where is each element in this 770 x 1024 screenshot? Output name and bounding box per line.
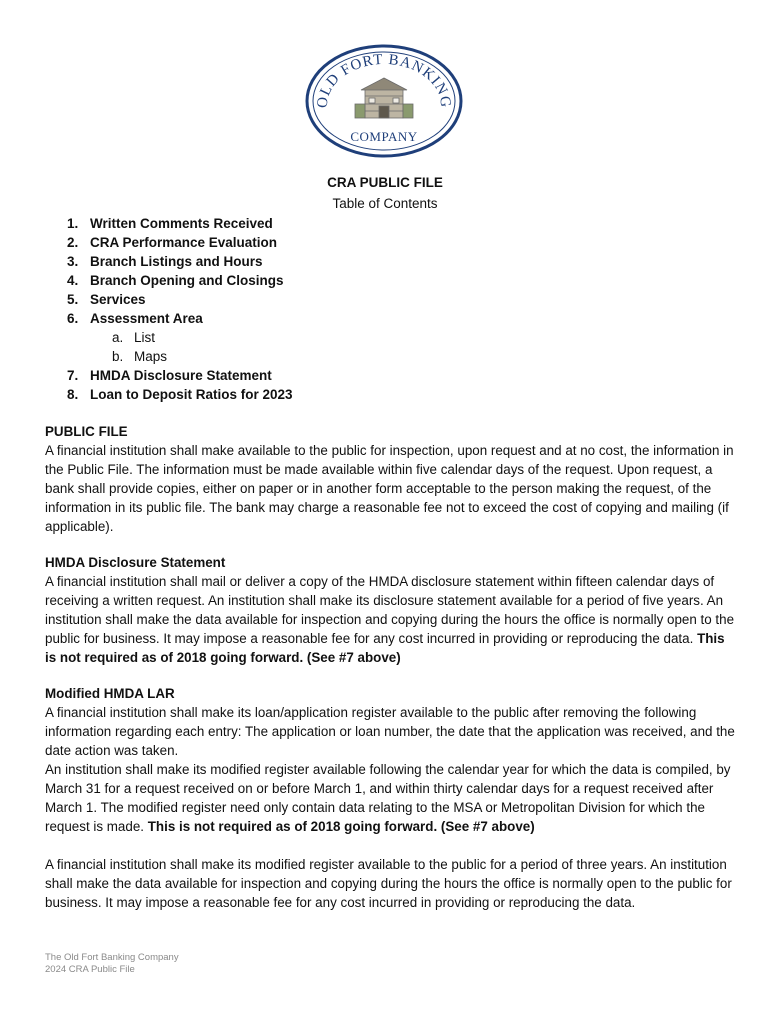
toc-item-number: 7.	[67, 368, 79, 383]
hmda-disclosure-paragraph	[45, 572, 735, 667]
toc-subitem-label: Maps	[134, 349, 168, 364]
company-logo	[305, 44, 463, 158]
toc-item-label: Assessment Area	[90, 311, 203, 326]
public-file-text: A financial institution shall make available to the public for inspection, upon request and at no cost, the information in the Public File. The information must be made available within five calendar days of the request. Upon request, a bank shall provide copies, either on paper or in another form acceptable to the person making the request, of the information in its public file. The bank may charge a reasonable fee not to exceed the cost of copying and mailing (if applicable).	[45, 443, 734, 534]
toc-item-label: Branch Opening and Closings	[90, 273, 284, 288]
toc-item-label: Branch Listings and Hours	[90, 254, 263, 269]
toc-item-number: 5.	[67, 292, 79, 307]
toc-item	[67, 252, 567, 271]
toc-subitem-label: List	[134, 330, 156, 345]
toc-item-label: Services	[90, 292, 146, 307]
modified-lar-note: This is not required as of 2018 going forward. (See #7 above)	[147, 819, 535, 834]
public-file-heading: PUBLIC FILE	[45, 424, 128, 439]
hmda-disclosure-heading: HMDA Disclosure Statement	[45, 555, 226, 570]
toc-item	[67, 385, 567, 404]
toc-subitem	[67, 347, 567, 366]
toc-item-number: 3.	[67, 254, 79, 269]
page-subtitle: Table of Contents	[332, 196, 438, 211]
hmda-disclosure-note: This is not required as of 2018 going forward. (See #7 above)	[45, 631, 725, 665]
logo-arc-text: OLD FORT BANKING	[314, 51, 454, 109]
modified-lar-heading: Modified HMDA LAR	[45, 686, 175, 701]
toc-item-number: 6.	[67, 311, 79, 326]
toc-item	[67, 309, 567, 328]
page-title: CRA PUBLIC FILE	[327, 175, 443, 190]
toc-item	[67, 366, 567, 385]
toc-item-label: Written Comments Received	[90, 216, 273, 231]
modified-lar-text-1: A financial institution shall make its loan/application register available to the public after removing the following information regarding each entry: The application or loan number, the date that the application was received, and the date action was taken.	[45, 705, 735, 758]
page-footer	[45, 952, 179, 976]
hmda-disclosure-text: A financial institution shall mail or deliver a copy of the HMDA disclosure statement within fifteen calendar days of receiving a written request. An institution shall make its disclosure statement available for a period of five years. An institution shall make the data available for inspection and copying during the hours the office is normally open to the public for business. It may impose a reasonable fee for any cost incurred in providing or reproducing the data.	[45, 574, 735, 646]
toc-subitem	[67, 328, 567, 347]
toc-subitem-letter: b.	[112, 349, 124, 364]
toc-item-label: CRA Performance Evaluation	[90, 235, 278, 250]
table-of-contents	[67, 214, 567, 404]
modified-lar-text-3: A financial institution shall make its modified register available to the public for a period of three years. An institution shall make the data available for inspection and copying during the hours the office is normally open to the public for business. It may impose a reasonable fee for any cost incurred in providing or reproducing the data.	[45, 857, 732, 910]
toc-subitem-letter: a.	[112, 330, 124, 345]
footer-company: The Old Fort Banking Company	[45, 952, 179, 963]
toc-item	[67, 271, 567, 290]
document-body	[45, 422, 735, 912]
footer-file-label: 2024 CRA Public File	[45, 964, 135, 975]
toc-item-number: 4.	[67, 273, 79, 288]
toc-item	[67, 233, 567, 252]
modified-lar-paragraph-2	[45, 760, 735, 836]
toc-item-label: HMDA Disclosure Statement	[90, 368, 272, 383]
toc-item-number: 2.	[67, 235, 79, 250]
toc-item-number: 1.	[67, 216, 79, 231]
toc-item-label: Loan to Deposit Ratios for 2023	[90, 387, 293, 402]
modified-lar-text-2: An institution shall make its modified register available following the calendar year for which the data is compiled, by March 31 for a request received on or before March 1, and within thirty calendar days for a request received after March 1. The modified register need only contain data relating to the MSA or Metropolitan Division for which the request is made.	[45, 762, 731, 834]
toc-item	[67, 214, 567, 233]
logo-company-text: COMPANY	[350, 129, 418, 144]
toc-item	[67, 290, 567, 309]
toc-item-number: 8.	[67, 387, 79, 402]
